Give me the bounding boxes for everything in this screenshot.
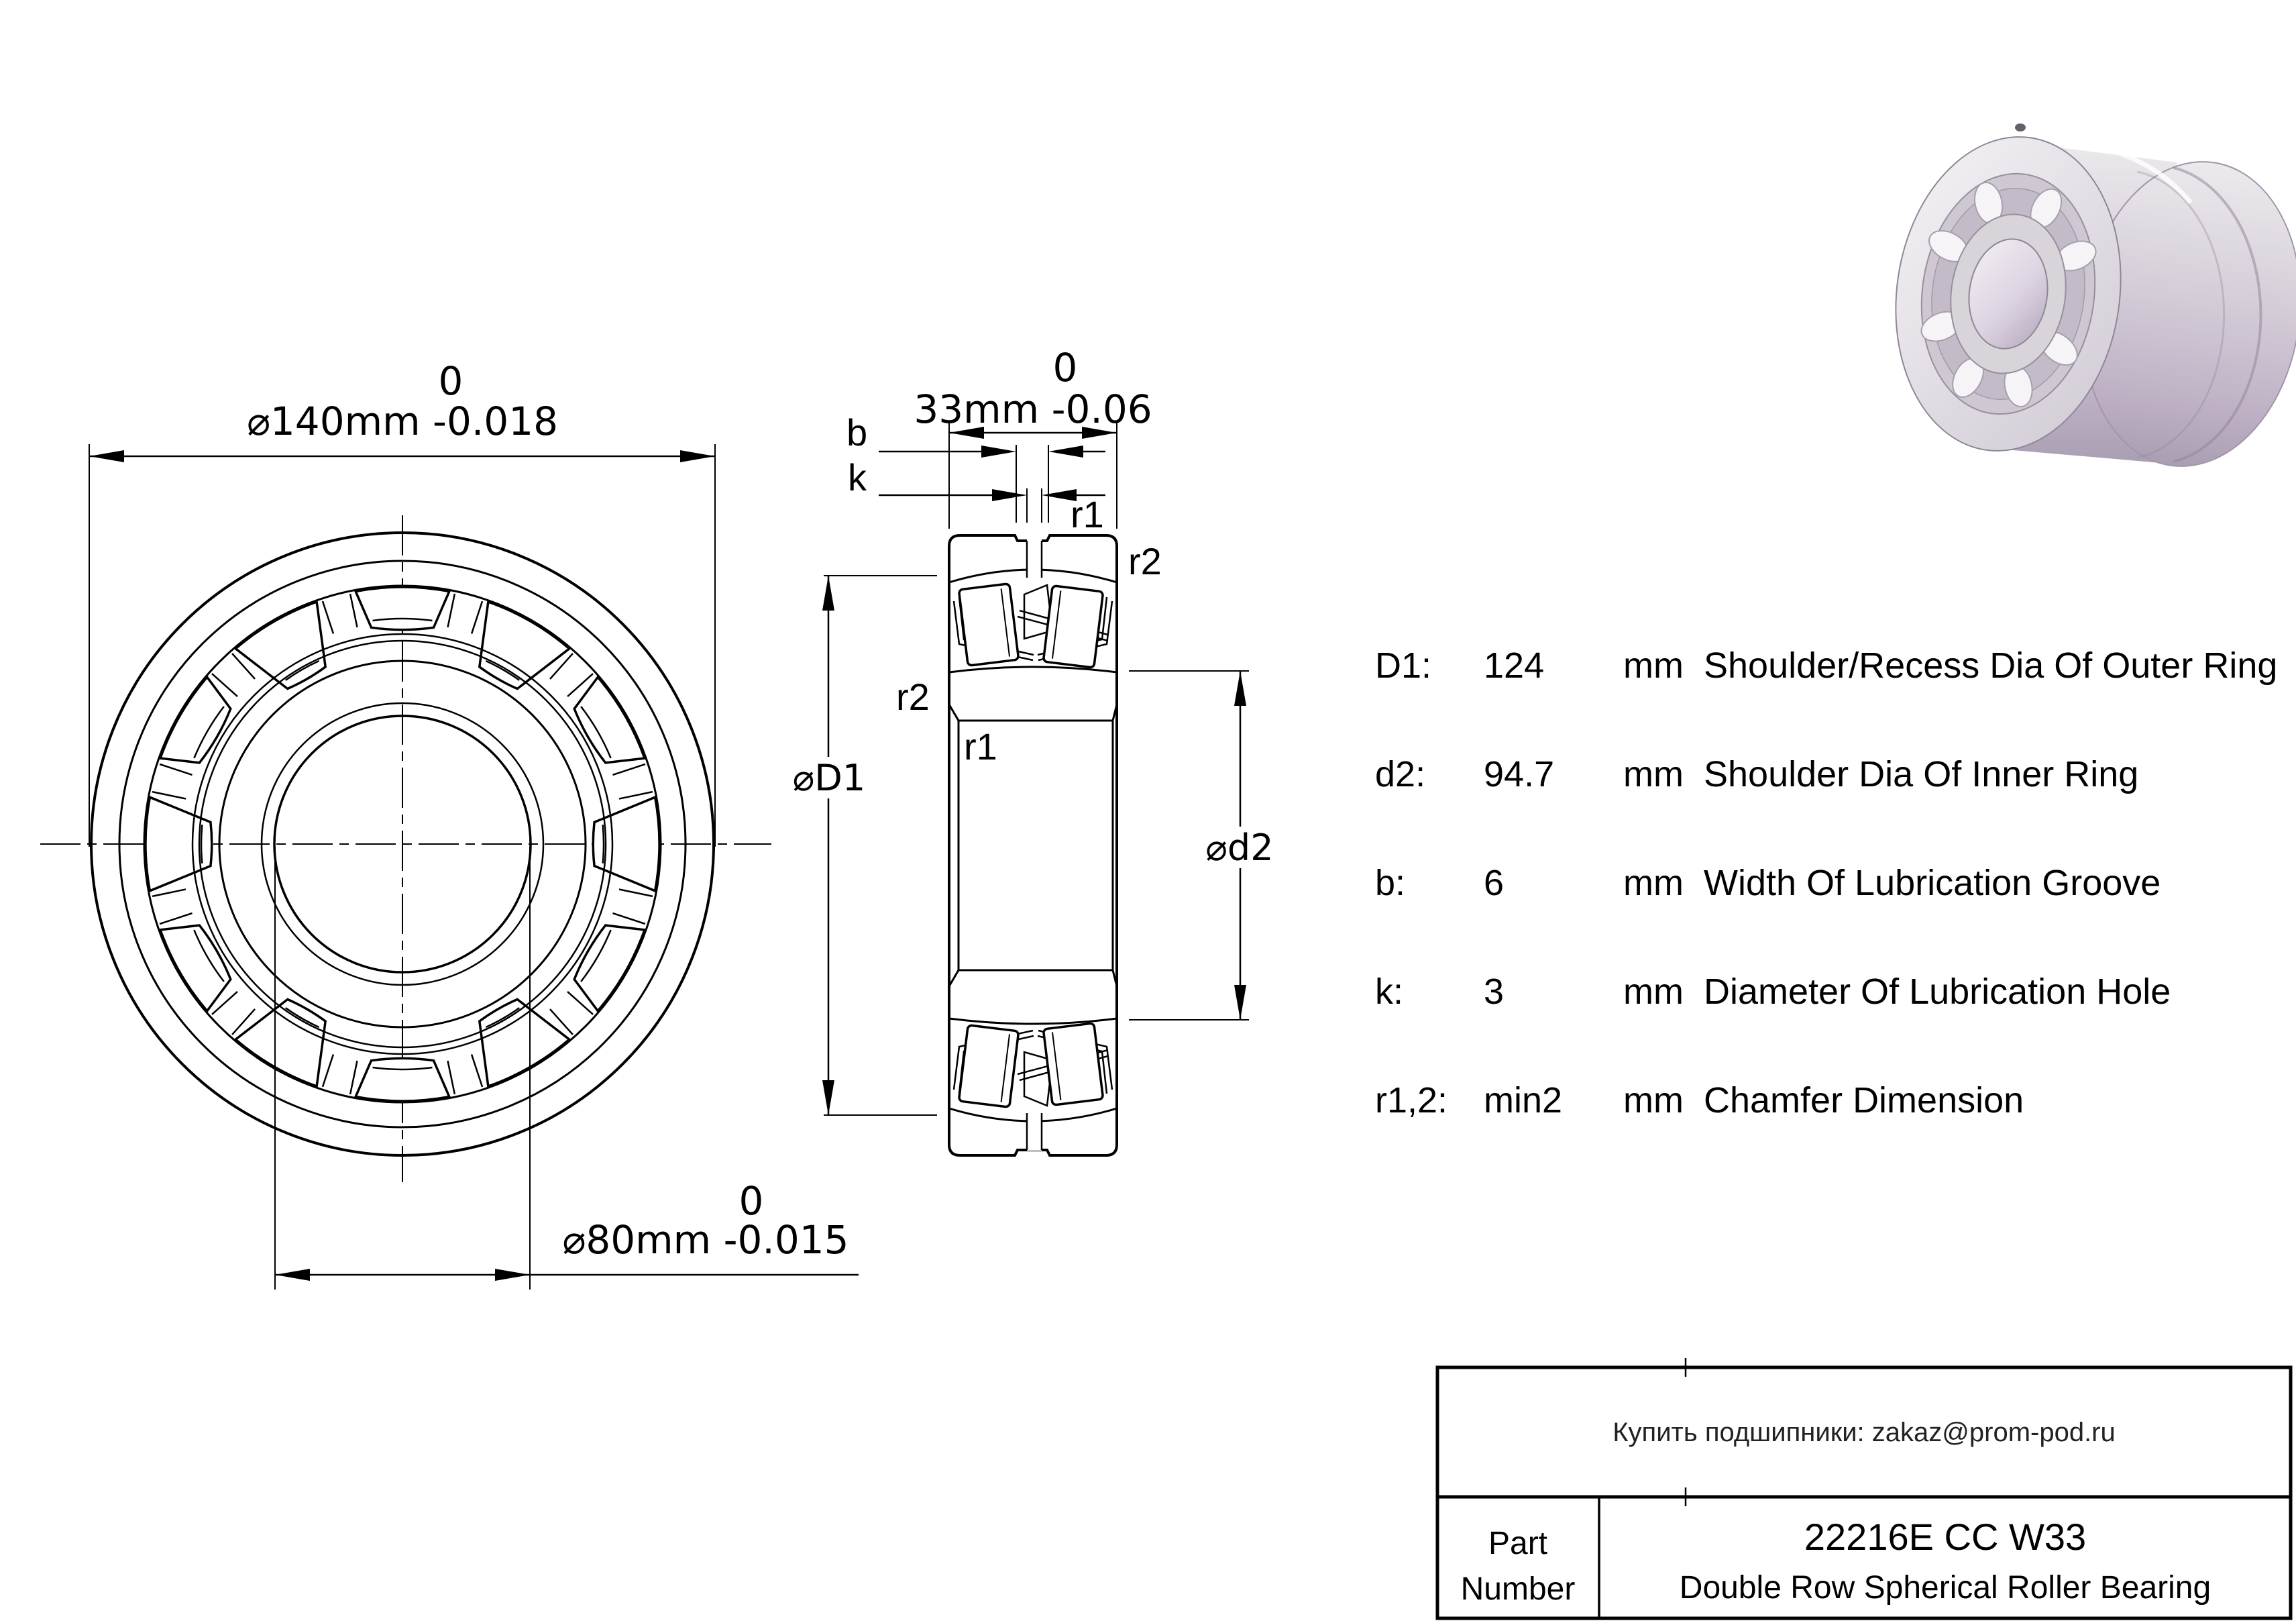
row-unit: mm: [1623, 1080, 1684, 1120]
row-unit: mm: [1623, 863, 1684, 903]
label-d2: ⌀d2: [1205, 827, 1274, 869]
row-desc: Width Of Lubrication Groove: [1704, 863, 2161, 903]
row-value: 3: [1484, 972, 1505, 1012]
row-value: 94.7: [1484, 754, 1555, 794]
row-unit: mm: [1623, 972, 1684, 1012]
title-block: [1437, 1358, 2291, 1618]
spec-table: [1375, 645, 2277, 1120]
part-number: 22216E CC W33: [1804, 1516, 2087, 1558]
dimension-width: [914, 345, 1152, 529]
table-row: [1375, 972, 2171, 1012]
dim-width-tolerance-top: 0: [1052, 345, 1078, 390]
label-r1-side: r1: [964, 725, 997, 768]
label-r2-side: r2: [896, 676, 930, 718]
row-label: D1:: [1375, 645, 1432, 686]
row-unit: mm: [1623, 645, 1684, 686]
bearing-photo: [1876, 122, 2296, 480]
row-value: 6: [1484, 863, 1505, 903]
label-r2-top: r2: [1128, 540, 1162, 582]
lubrication-hole-dot: [2015, 123, 2026, 132]
row-label: k:: [1375, 972, 1404, 1012]
row-value: 124: [1484, 645, 1545, 686]
row-value: min2: [1484, 1080, 1563, 1120]
row-desc: Diameter Of Lubrication Hole: [1704, 972, 2171, 1012]
front-view: [40, 358, 859, 1290]
part-label-line2: Number: [1460, 1571, 1576, 1607]
label-k: k: [848, 456, 867, 499]
dim-width-text: 33mm -0.06: [914, 386, 1152, 432]
dimension-D1: [777, 576, 937, 1115]
roller-section-bottom-left: [959, 1025, 1018, 1107]
label-r1-top: r1: [1071, 493, 1104, 535]
dim-outer-tolerance-top: 0: [438, 358, 463, 404]
label-b: b: [846, 411, 868, 454]
table-row: [1375, 863, 2161, 903]
part-label-line1: Part: [1488, 1526, 1548, 1561]
dimension-d2: [1129, 671, 1293, 1020]
dimension-bore-diameter: [275, 847, 859, 1290]
row-label: b:: [1375, 863, 1406, 903]
contact-text: Купить подшипники: zakaz@prom-pod.ru: [1612, 1418, 2116, 1447]
roller-section-bottom-right: [1043, 1023, 1103, 1105]
section-view: [777, 345, 1293, 1155]
dim-bore-tolerance-top: 0: [739, 1178, 764, 1224]
row-unit: mm: [1623, 754, 1684, 794]
table-row: [1375, 1080, 2024, 1120]
label-D1: ⌀D1: [792, 757, 866, 799]
table-row: [1375, 645, 2277, 686]
part-description: Double Row Spherical Roller Bearing: [1679, 1570, 2211, 1606]
dim-outer-text: ⌀140mm -0.018: [246, 399, 559, 444]
row-desc: Chamfer Dimension: [1704, 1080, 2024, 1120]
row-desc: Shoulder Dia Of Inner Ring: [1704, 754, 2139, 794]
row-label: r1,2:: [1375, 1080, 1448, 1120]
dim-bore-text: ⌀80mm -0.015: [562, 1217, 849, 1263]
roller-section-top-left: [959, 584, 1018, 666]
roller-section-top-right: [1043, 586, 1103, 668]
row-label: d2:: [1375, 754, 1426, 794]
row-desc: Shoulder/Recess Dia Of Outer Ring: [1704, 645, 2278, 686]
table-row: [1375, 754, 2138, 794]
